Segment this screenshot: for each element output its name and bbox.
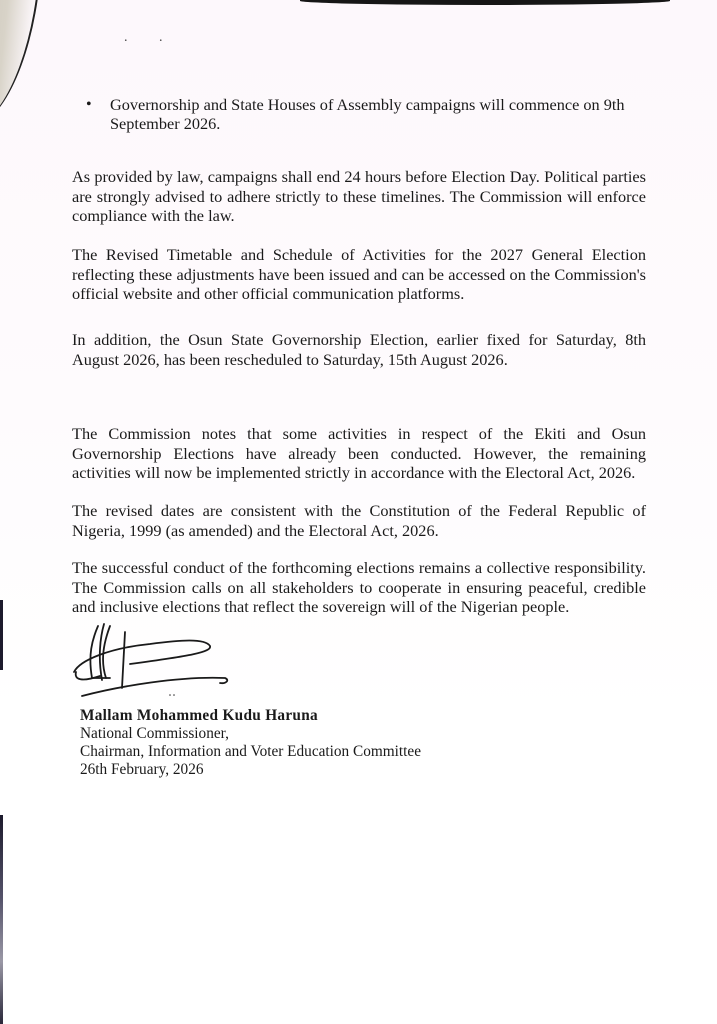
bullet-text: Governorship and State Houses of Assembly campaigns will commence on 9th September 2026. — [110, 95, 625, 133]
leading-marks: . . — [124, 30, 177, 45]
signatory-block — [80, 707, 421, 779]
signatory-name: Mallam Mohammed Kudu Haruna — [80, 707, 318, 724]
page-top-edge — [300, 0, 670, 5]
bullet-icon: • — [86, 96, 92, 113]
signatory-title-2: Chairman, Information and Voter Education Committee — [80, 743, 421, 760]
signatory-title-1: National Commissioner, — [80, 725, 229, 742]
signature-icon — [70, 620, 230, 700]
page-left-edge-shadow — [0, 815, 3, 1024]
signatory-date: 26th February, 2026 — [80, 761, 204, 778]
paragraph-campaign-end: As provided by law, campaigns shall end 24 hours before Election Day. Political parties are strongly advised to adhere strictly to these timelines. The Commission will enforce compliance with the law. — [72, 167, 646, 225]
page-left-curl — [0, 0, 40, 133]
paragraph-revised-timetable: The Revised Timetable and Schedule of Activities for the 2027 General Election reflecting these adjustments have been issued and can be accessed on the Commission's official website and other official communication platforms. — [72, 245, 646, 303]
bullet-item — [86, 95, 646, 133]
paragraph-collective-responsibility: The successful conduct of the forthcoming elections remains a collective responsibility. The Commission calls on all stakeholders to cooperate in ensuring peaceful, credible and inclusive elections that reflect the sovereign will of the Nigerian people. — [72, 558, 646, 616]
paragraph-constitution: The revised dates are consistent with the Constitution of the Federal Republic of Nigeria, 1999 (as amended) and the Electoral Act, 2026. — [72, 501, 646, 540]
page-left-edge-shadow — [0, 600, 3, 670]
paragraph-osun-rescheduled: In addition, the Osun State Governorship Election, earlier fixed for Saturday, 8th August 2026, has been rescheduled to Saturday, 15th August 2026. — [72, 330, 646, 369]
paragraph-ekiti-osun-activities: The Commission notes that some activities in respect of the Ekiti and Osun Governorship Elections have already been conducted. However, the remaining activities will now be implemented strictly in accordance with the Electoral Act, 2026. — [72, 424, 646, 482]
